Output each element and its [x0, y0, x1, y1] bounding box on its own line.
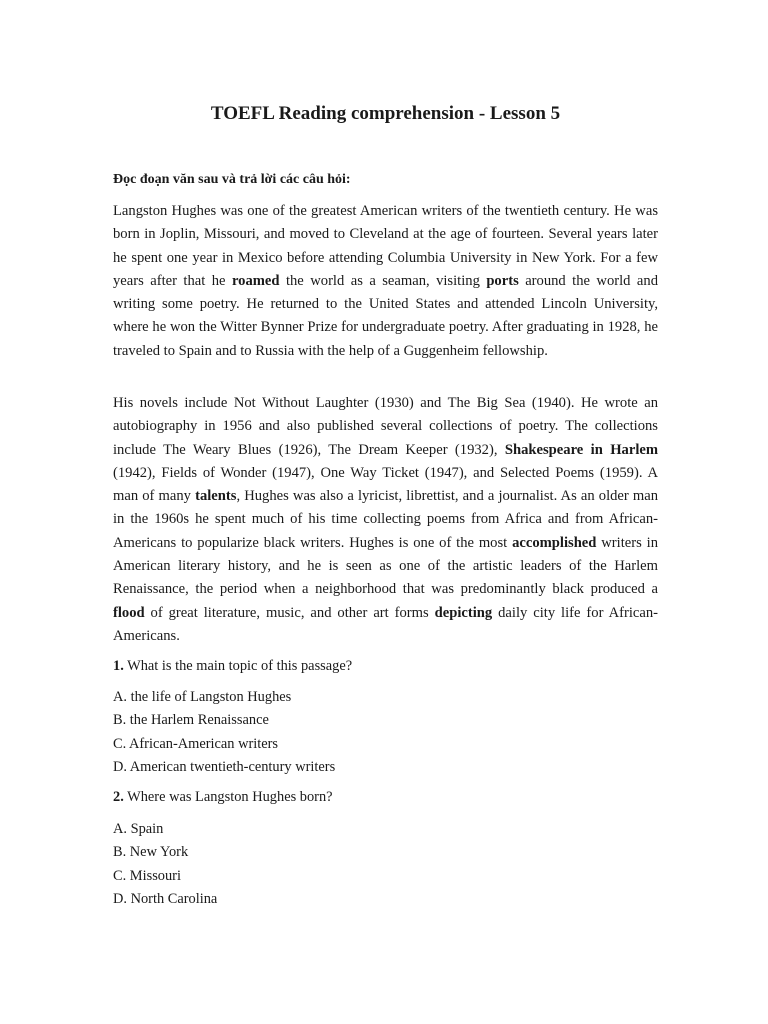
highlighted-word: talents — [195, 488, 237, 505]
question-1 — [113, 656, 658, 676]
passage-text: , Hughes was also a lyricist, librettist, and a journalist. As an older man in the 1960s he spent much of his time collecting poems from Africa and from African-Americans to popularize black writers. Hughes is one of the most — [113, 488, 659, 551]
highlighted-word: roamed — [231, 272, 280, 289]
passage-text: around the world and writing some poetry. He returned to the United States and attended Lincoln University, where he won the Witter Bynner Prize for undergraduate poetry. After graduating in 1928, he traveled to Spain and to Russia with the help of a Guggenheim fellowship. — [113, 272, 658, 359]
instruction-text: Đọc đoạn văn sau và trả lời các câu hỏi: — [113, 172, 351, 187]
passage-paragraph-2 — [113, 392, 658, 648]
highlighted-word: flood — [113, 604, 145, 621]
question-text: What is the main topic of this passage? — [123, 658, 353, 674]
highlighted-word: accomplished — [512, 534, 597, 551]
passage-text: His novels include Not Without Laughter (1930) and The Big Sea (1940). He wrote an autobiography in 1956 and also published several collections of poetry. The collections include The Weary Blues (1926), The Dream Keeper (1932), — [113, 395, 658, 458]
passage-paragraph-1 — [113, 200, 658, 363]
question-2 — [113, 787, 658, 807]
highlighted-word: Shakespeare in Harlem — [504, 441, 659, 458]
answer-option[interactable]: C. African-American writers — [113, 735, 279, 752]
answer-option[interactable]: A. Spain — [113, 821, 164, 837]
question-text: Where was Langston Hughes born? — [123, 789, 333, 805]
answer-option[interactable]: D. American twentieth-century writers — [113, 758, 336, 775]
passage-text: Langston Hughes was one of the greatest American writers of the twentieth century. He was born in Joplin, Missouri, and moved to Cleveland at the age of fourteen. Several years later he spent one year in Mexico before attending Columbia University in New York. For a few years after that he — [113, 203, 658, 289]
question-1-options — [113, 686, 335, 779]
answer-option[interactable]: A. the life of Langston Hughes — [113, 689, 292, 705]
answer-option[interactable]: B. the Harlem Renaissance — [113, 712, 269, 729]
highlighted-word: depicting — [434, 604, 493, 621]
answer-option[interactable]: B. New York — [113, 844, 189, 861]
answer-option[interactable]: C. Missouri — [113, 867, 181, 884]
question-number: 2. — [113, 789, 124, 805]
passage-text: of great literature, music, and other art forms — [144, 604, 435, 621]
passage-text: (1942), Fields of Wonder (1947), One Way Ticket (1947), and Selected Poems (1959). A man of many — [113, 464, 658, 505]
passage-text: daily city life for African-Americans. — [113, 604, 658, 644]
passage-text: writers in American literary history, and he is seen as one of the artistic leaders of the Harlem Renaissance, the period when a neighborhood that was predominantly black produced a — [113, 534, 658, 598]
question-2-options — [113, 818, 217, 911]
highlighted-word: ports — [486, 272, 519, 289]
page-title: TOEFL Reading comprehension - Lesson 5 — [210, 103, 561, 124]
question-number: 1. — [113, 658, 124, 674]
passage-text: the world as a seaman, visiting — [279, 272, 487, 289]
answer-option[interactable]: D. North Carolina — [113, 890, 218, 907]
